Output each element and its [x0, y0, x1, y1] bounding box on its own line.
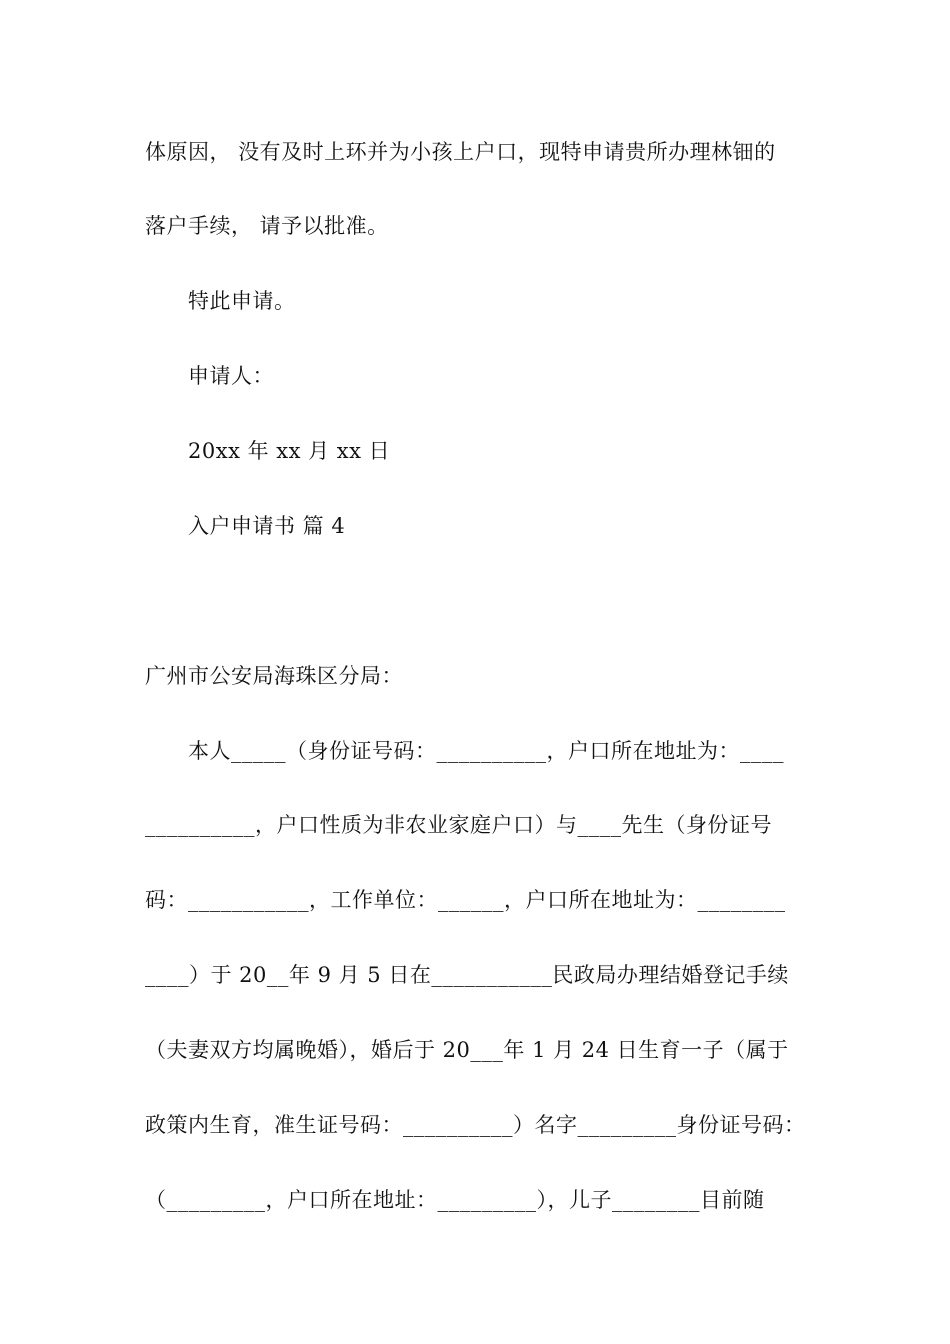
paragraph-line: 体原因， 没有及时上环并为小孩上户口，现特申请贵所办理林钿的 [145, 140, 776, 164]
paragraph-line: 落户手续， 请予以批准。 [145, 214, 389, 238]
addressee: 广州市公安局海珠区分局： [145, 664, 403, 688]
paragraph-line: 政策内生育，准生证号码：__________）名字_________身份证号码： [145, 1113, 806, 1137]
closing-phrase: 特此申请。 [188, 289, 296, 313]
paragraph-line: ____）于 20__年 9 月 5 日在___________民政局办理结婚登记手续 [145, 963, 789, 987]
paragraph-line: （夫妻双方均属晚婚），婚后于 20___年 1 月 24 日生育一子（属于 [145, 1038, 789, 1062]
applicant-label: 申请人： [188, 364, 274, 388]
paragraph-line: 码：___________，工作单位：______，户口所在地址为：________ [145, 888, 786, 912]
paragraph-line: 本人_____（身份证号码：__________，户口所在地址为：____ [188, 739, 784, 763]
section-heading: 入户申请书 篇 4 [188, 514, 346, 538]
paragraph-line: __________，户口性质为非农业家庭户口）与____先生（身份证号 [145, 813, 772, 837]
date-line: 20xx 年 xx 月 xx 日 [188, 439, 391, 463]
paragraph-line: （_________，户口所在地址：_________），儿子________目前随 [145, 1188, 765, 1212]
